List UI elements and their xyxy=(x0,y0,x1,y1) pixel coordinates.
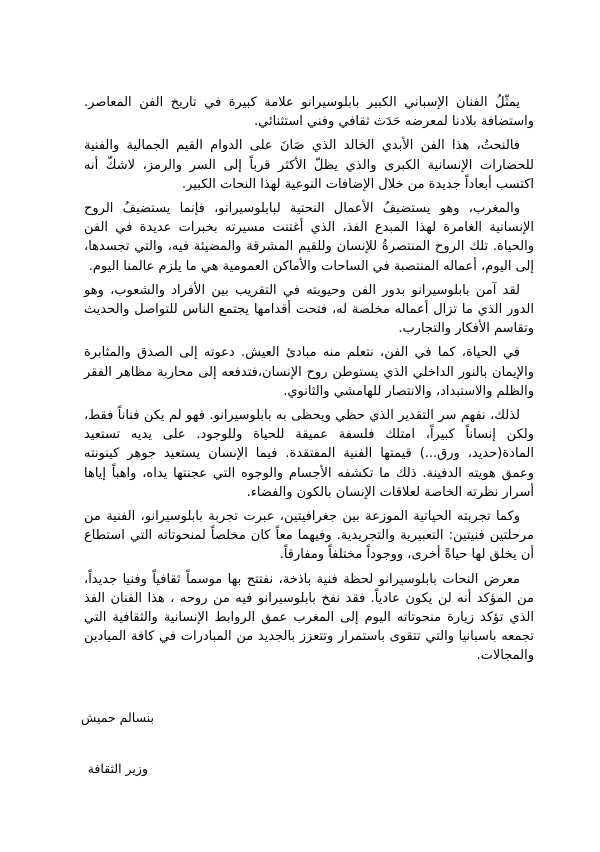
signature-title: وزير الثقافة xyxy=(87,761,148,776)
paragraph: وكما تجربته الحياتية الموزعة بين جغرافيتين، عبرت تجربة بابلوسيرانو، الفنية من مرحلتين فنيتين: التعبيرية والتجريدية. وفيهما معاً كان مخلصاً لمنحوتاته التي استطاع أن يخلق لها حياةً أخرى، ووجوداً مختلفاً ومفارقاً. xyxy=(84,509,534,563)
paragraph: والمغرب، وهو يستضيفُ الأعمال النحتية لبابلوسيرانو، فإنما يستضيفُ الروح الإنسانية الغامرة لهذا المبدع الفذ، الذي أغتنت مسيرته بخبرات عديدة في الفن والحياة. تلك الروح المنتصرةُ للإنسان وللقيم المشرقة والمضيئة فيه، والتي تجسدها، إلى اليوم، أعماله المنتصبة في الساحات والأماكن العمومية هي ما يلزم عالمنا اليوم. xyxy=(84,201,534,274)
paragraph: في الحياة، كما في الفن، نتعلم منه مبادئ العيش. دعوته إلى الصدق والمثابرة والإيمان بالنور الداخلي الذي يستوطن روح الإنسان،فتدفعه إلى محاربة مظاهر الفقر والظلم والاستبداد، والانتصار للهامشي والثانوي. xyxy=(84,345,534,399)
paragraph: لقد آمن بابلوسيرانو بدور الفن وحيويته في التقريب بين الأفراد والشعوب، وهو الدور الذي ما تزال أعماله مخلصة له، فتحت أقدامها يجتمع الناس للتواصل والحديث وتقاسم الأفكار والتجارب. xyxy=(84,282,534,337)
paragraph: يمثّلُ الفنان الإسباني الكبير بابلوسيرانو علامة كبيرة في تاريخ الفن المعاصر. واستضافة بلادنا لمعرضه حَدَث ثقافي وفني استثنائي. xyxy=(84,95,534,130)
letter-body xyxy=(84,93,534,671)
signature-name: بنسالم حميش xyxy=(81,710,154,725)
paragraph: فالنحتُ، هذا الفن الأبدي الخالد الذي صَانَ على الدوام القيم الجمالية والفنية للحضارات الإنسانية الكبرى والذي يظلّ الأكثر قرباً إلى السر والرمز، لاشكّ أنه اكتسب أبعاداً جديدة من خلال الإضافات النوعية لهذا النحات الكبير. xyxy=(84,138,534,192)
paragraph: معرض النحات بابلوسيرانو لحظة فنية باذخة، نفتتح بها موسماً ثقافياً وفنيا جديداً، من المؤكد أنه لن يكون عادياً. فقد نفخ بابلوسيرانو فيه من روحه ، هذا الفنان الفذ الذي تؤكد زيارة منحوتاته اليوم إلى المغرب عمق الروابط الإنسانية والثقافية التي تجمعه باسبانيا والتي تتقوى باستمرار وتتعزز بالجديد من المبادرات في كافة الميادين والمجالات. xyxy=(84,571,534,664)
paragraph: لذلك، نفهم سر التقدير الذي حظي ويحظى به بابلوسيرانو. فهو لم يكن فناناً فقط، ولكن إنساناً كبيراً، امتلك فلسفة عميقة للحياة وللوجود. على يديه تستعيد المادة(حديد، ورق...) قيمتها الفنية المفتقدة. فيما الإنسان يستعيد جوهر كينونته وعمق هويته الدفينة. ذلك ما تكشفه الأجسام والوجوه التي عجنتها يداه، واهباً إياها أسرار نظرته الخاصة لعلاقات الإنسان بالكون والفضاء. xyxy=(84,408,534,500)
